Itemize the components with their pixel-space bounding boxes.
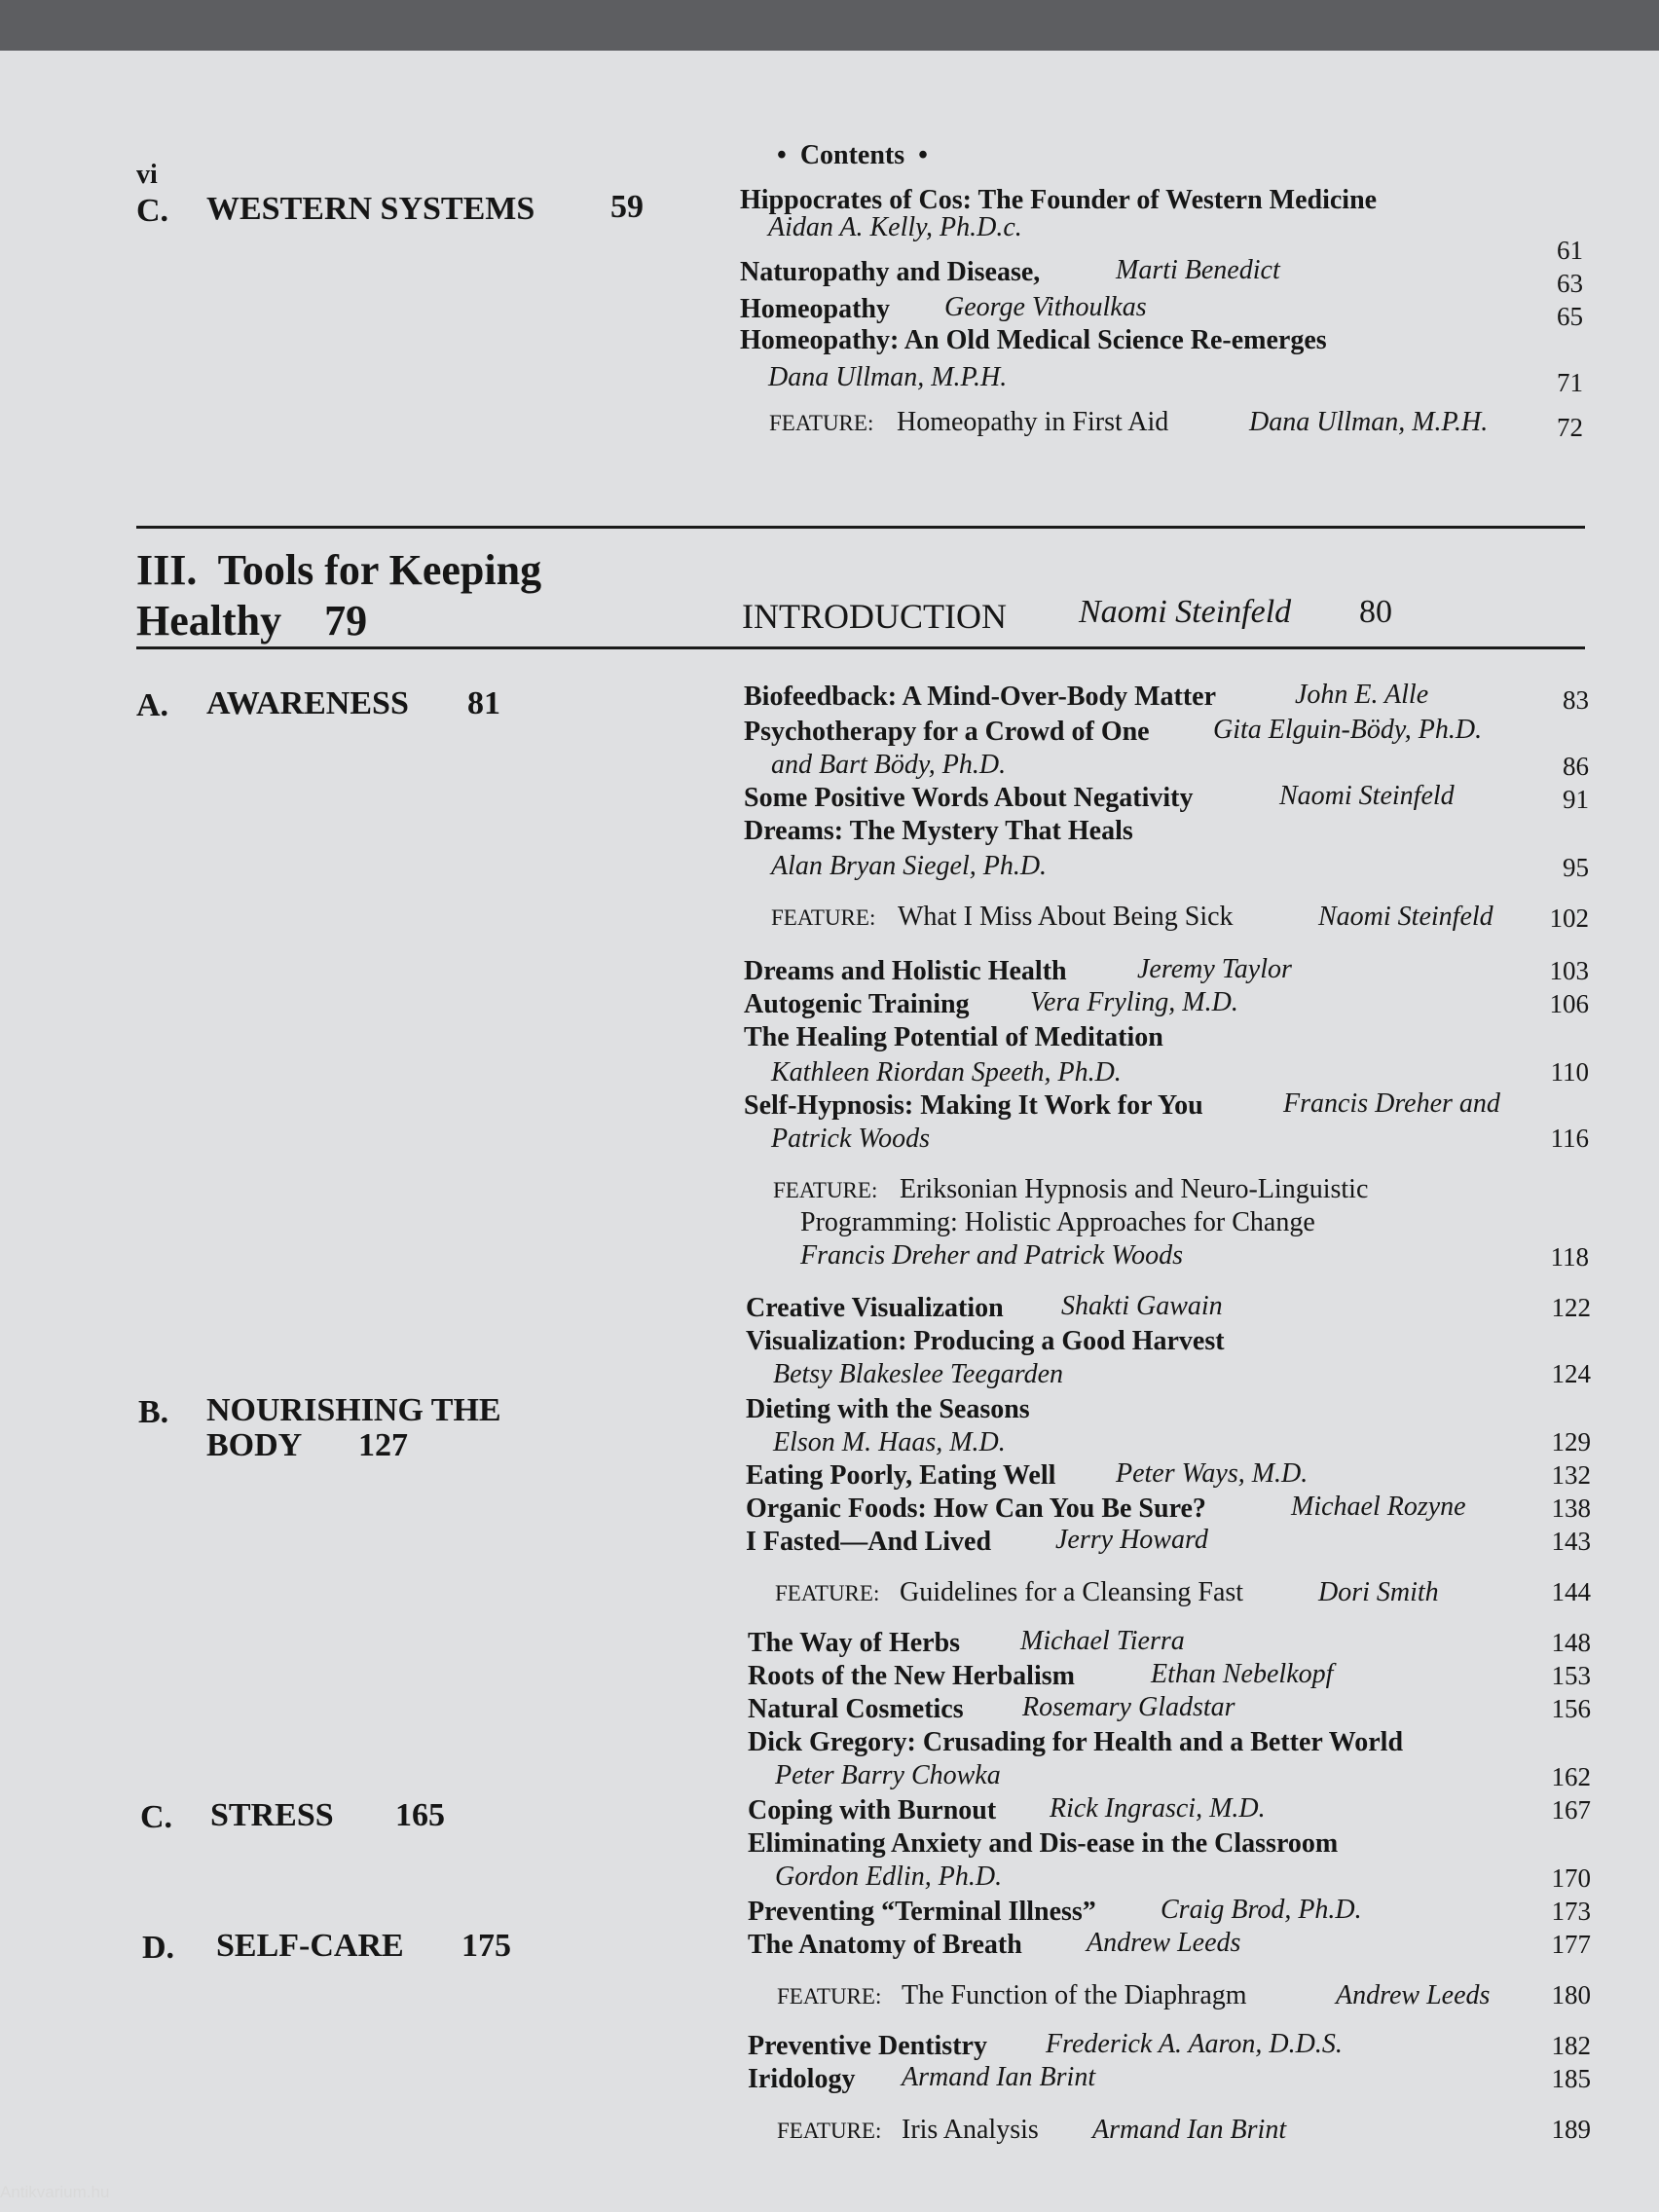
entry-title: Homeopathy [740,294,890,324]
feature-page: 180 [1551,1980,1591,2009]
part-rule-top [136,526,1585,529]
feature-author: Armand Ian Brint [1092,2115,1287,2145]
section-c-letter: C. [140,1799,173,1835]
bullet-right: • [918,140,928,170]
entry-page: 91 [1563,785,1589,814]
part-page: 79 [324,597,368,645]
feature-title: Eriksonian Hypnosis and Neuro-Linguistic [900,1174,1369,1204]
entry-author: Kathleen Riordan Speeth, Ph.D. [771,1057,1122,1088]
entry-page: 170 [1551,1863,1591,1893]
section-b-letter: B. [138,1394,169,1430]
entry-author: George Vithoulkas [944,292,1147,322]
entry-author: Rosemary Gladstar [1022,1692,1235,1722]
section-d-page: 175 [461,1928,511,1964]
entry-page: 103 [1549,956,1589,985]
section-a-page: 81 [467,685,500,721]
entry-author: Rick Ingrasci, M.D. [1050,1793,1266,1824]
entry-author: Gordon Edlin, Ph.D. [775,1862,1003,1892]
entry-page: 148 [1551,1628,1591,1657]
entry-title: Self-Hypnosis: Making It Work for You [744,1090,1203,1121]
entry-page: 61 [1557,236,1583,265]
entry-title: Iridology [748,2064,856,2094]
feature-title: Homeopathy in First Aid [897,407,1169,437]
feature-label: FEATURE: [777,1984,882,2009]
entry-author: Ethan Nebelkopf [1151,1659,1334,1689]
entry-page: 124 [1551,1359,1591,1388]
entry-page: 167 [1551,1795,1591,1825]
section-a-letter: A. [136,687,169,723]
running-title [777,140,928,171]
entry-author: Craig Brod, Ph.D. [1161,1895,1362,1925]
part-rule-bottom [136,646,1585,649]
section-b-title-line1: NOURISHING THE [206,1392,501,1428]
entry-author: Elson M. Haas, M.D. [773,1427,1006,1457]
entry-title: Preventive Dentistry [748,2031,987,2061]
entry-title: Preventing “Terminal Illness” [748,1897,1096,1927]
entry-page: 95 [1563,853,1589,882]
feature-author: Andrew Leeds [1336,1980,1491,2010]
feature-page: 102 [1549,903,1589,933]
entry-author: Michael Rozyne [1291,1492,1466,1522]
feature-author: Naomi Steinfeld [1318,902,1493,932]
entry-author: Gita Elguin-Bödy, Ph.D. [1213,715,1483,745]
entry-page: 185 [1551,2064,1591,2093]
entry-page: 65 [1557,302,1583,331]
entry-title: Eliminating Anxiety and Dis-ease in the Classroom [748,1828,1339,1859]
entry-author: Michael Tierra [1020,1626,1185,1656]
entry-title: Homeopathy: An Old Medical Science Re-emerges [740,325,1327,355]
part-title-line2: Healthy [136,597,282,645]
entry-author: Peter Ways, M.D. [1116,1458,1309,1489]
feature-title: Iris Analysis [902,2115,1039,2145]
entry-title: Dick Gregory: Crusading for Health and a Better World [748,1727,1404,1757]
section-b-title-line2: BODY [206,1427,303,1463]
section-western-letter: C. [136,193,169,229]
intro-page: 80 [1359,594,1392,630]
entry-title: I Fasted—And Lived [746,1527,992,1557]
entry-page: 156 [1551,1694,1591,1723]
entry-author: Vera Fryling, M.D. [1030,987,1238,1017]
part-title [136,545,541,595]
section-d-title: SELF-CARE [216,1928,404,1964]
entry-page: 182 [1551,2031,1591,2060]
entry-page: 86 [1563,752,1589,781]
feature-title: Guidelines for a Cleansing Fast [900,1577,1244,1607]
feature-author: Francis Dreher and Patrick Woods [800,1240,1183,1271]
entry-page: 122 [1551,1293,1591,1322]
entry-title: Organic Foods: How Can You Be Sure? [746,1493,1206,1524]
entry-author: Marti Benedict [1116,255,1280,285]
feature-label: FEATURE: [775,1581,880,1605]
entry-title: Dieting with the Seasons [746,1394,1030,1424]
entry-page: 138 [1551,1493,1591,1523]
intro-label: INTRODUCTION [742,597,1007,636]
feature-title-cont: Programming: Holistic Approaches for Change [800,1207,1315,1237]
entry-page: 110 [1550,1057,1589,1087]
feature-page: 144 [1551,1577,1591,1606]
entry-title: Hippocrates of Cos: The Founder of Western Medicine [740,185,1378,215]
entry-title: Biofeedback: A Mind-Over-Body Matter [744,682,1217,712]
entry-author-cont: Patrick Woods [771,1124,931,1154]
section-b-page: 127 [358,1427,408,1463]
entry-author: Alan Bryan Siegel, Ph.D. [771,851,1048,881]
entry-author: Frederick A. Aaron, D.D.S. [1046,2029,1343,2059]
entry-page: 63 [1557,269,1583,298]
entry-page: 129 [1551,1427,1591,1456]
entry-title: Eating Poorly, Eating Well [746,1460,1056,1491]
feature-label: FEATURE: [773,1178,878,1202]
entry-page: 132 [1551,1460,1591,1490]
part-numeral: III. [136,546,198,594]
entry-page: 71 [1557,368,1583,397]
entry-title: Natural Cosmetics [748,1694,964,1724]
entry-title: Dreams and Holistic Health [744,956,1067,986]
entry-title: Roots of the New Herbalism [748,1661,1075,1691]
entry-author-cont: and Bart Bödy, Ph.D. [771,750,1007,780]
section-d-letter: D. [142,1930,175,1966]
running-title-text: Contents [799,140,905,170]
entry-title: Naturopathy and Disease, [740,257,1041,287]
entry-title: The Healing Potential of Meditation [744,1022,1163,1052]
page-number: vi [136,160,158,190]
entry-title: The Anatomy of Breath [748,1930,1022,1960]
section-western-title: WESTERN SYSTEMS [206,191,535,227]
part-title-line2-row [136,596,367,645]
entry-title: Dreams: The Mystery That Heals [744,816,1133,846]
feature-label: FEATURE: [777,2119,882,2143]
entry-author: Jerry Howard [1055,1525,1208,1555]
entry-page: 83 [1563,685,1589,715]
feature-page: 72 [1557,413,1583,442]
entry-title: Coping with Burnout [748,1795,997,1825]
entry-title: Some Positive Words About Negativity [744,783,1194,813]
feature-label: FEATURE: [771,905,876,930]
part-title-line1: Tools for Keeping [217,546,542,594]
entry-page: 143 [1551,1527,1591,1556]
entry-title: Autogenic Training [744,989,970,1019]
entry-author: John E. Alle [1295,680,1429,710]
entry-author: Dana Ullman, M.P.H. [768,362,1008,392]
entry-title: Psychotherapy for a Crowd of One [744,717,1150,747]
bullet-left: • [777,140,787,170]
feature-label: FEATURE: [769,411,874,435]
feature-author: Dana Ullman, M.P.H. [1249,407,1489,437]
feature-title: The Function of the Diaphragm [902,1980,1247,2010]
entry-author: Peter Barry Chowka [775,1760,1001,1790]
entry-author: Jeremy Taylor [1137,954,1292,984]
section-western-page: 59 [610,189,644,225]
entry-author: Andrew Leeds [1087,1928,1241,1958]
intro-author: Naomi Steinfeld [1079,594,1292,630]
feature-title: What I Miss About Being Sick [898,902,1234,932]
entry-title: The Way of Herbs [748,1628,961,1658]
entry-author: Shakti Gawain [1061,1291,1223,1321]
entry-author: Francis Dreher and [1283,1088,1500,1119]
feature-page: 189 [1551,2115,1591,2144]
entry-title: Visualization: Producing a Good Harvest [746,1326,1225,1356]
entry-page: 116 [1550,1124,1589,1153]
entry-page: 162 [1551,1762,1591,1791]
entry-page: 173 [1551,1897,1591,1926]
entry-author: Betsy Blakeslee Teegarden [773,1359,1064,1389]
entry-page: 106 [1549,989,1589,1018]
watermark-text: Antikvarium.hu [0,2183,110,2201]
entry-page: 177 [1551,1930,1591,1959]
section-a-title: AWARENESS [206,685,409,721]
feature-page: 118 [1550,1242,1589,1272]
entry-author: Aidan A. Kelly, Ph.D.c. [768,212,1022,242]
entry-author: Armand Ian Brint [902,2062,1096,2092]
entry-title: Creative Visualization [746,1293,1004,1323]
section-c-title: STRESS [210,1797,334,1833]
book-page [0,51,1659,2212]
section-c-page: 165 [395,1797,445,1833]
feature-author: Dori Smith [1318,1577,1439,1607]
entry-page: 153 [1551,1661,1591,1690]
entry-author: Naomi Steinfeld [1279,781,1455,811]
